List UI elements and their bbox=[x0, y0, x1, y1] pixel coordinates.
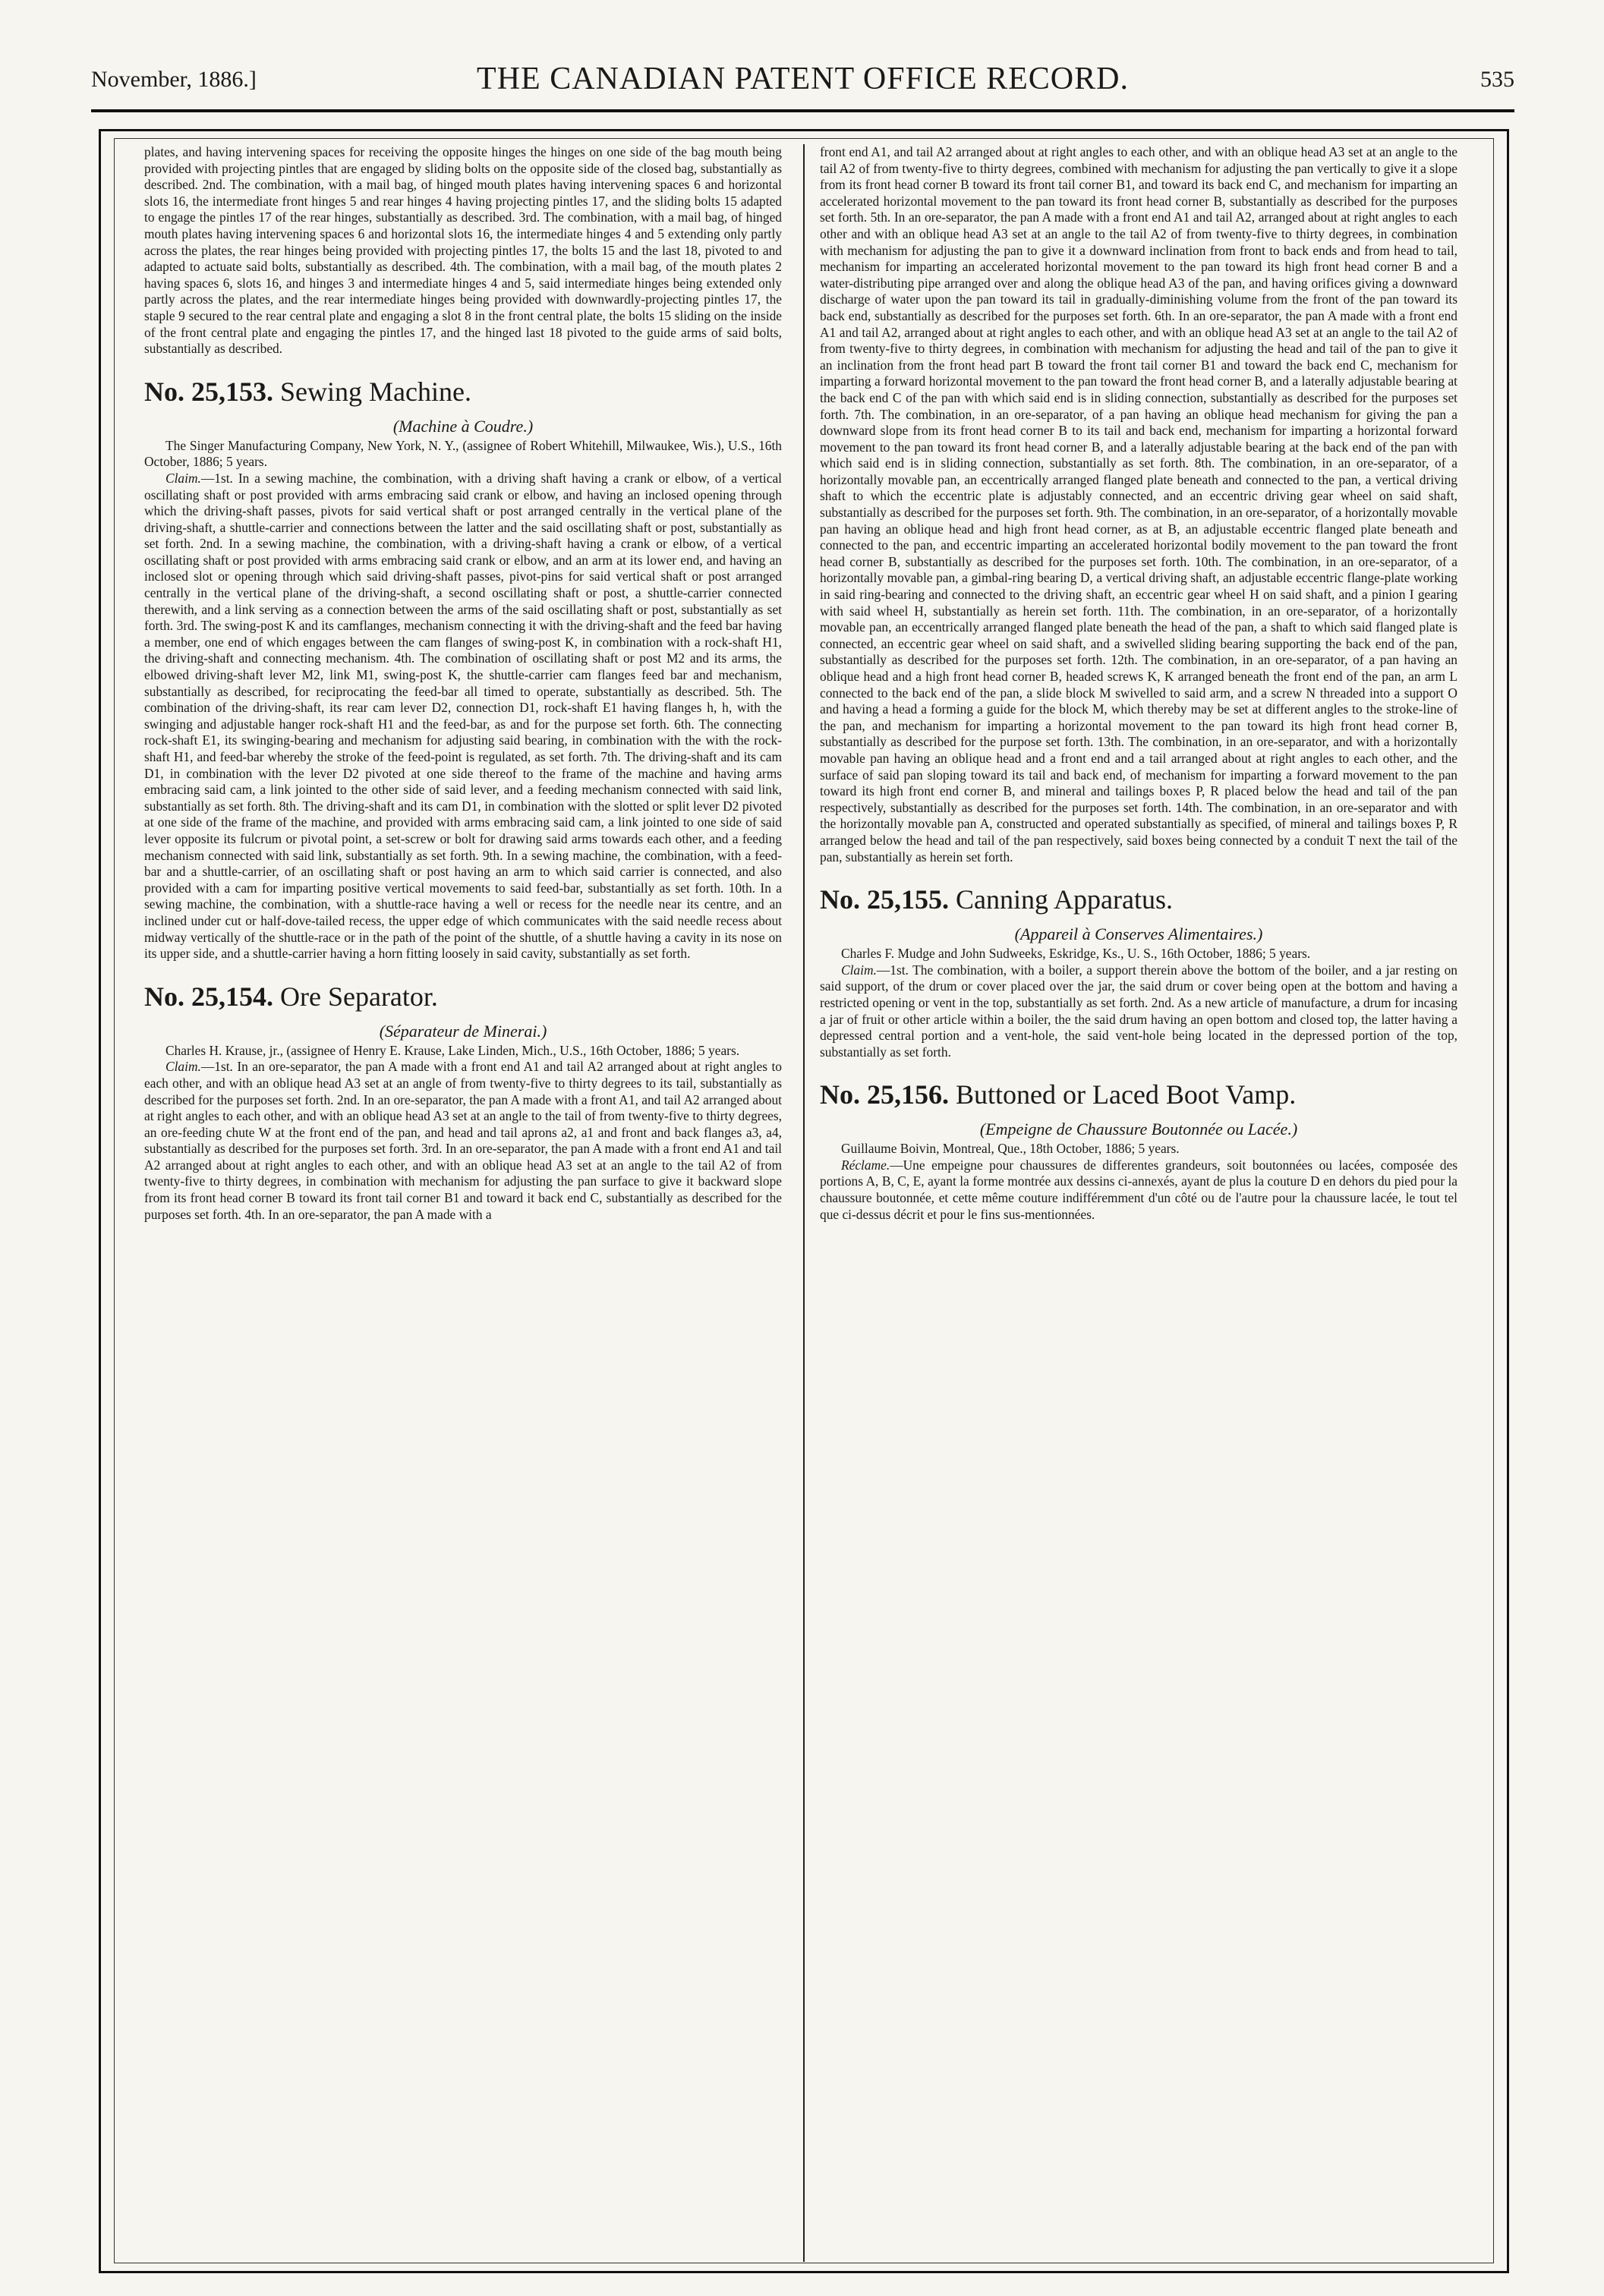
patent-claims bbox=[820, 1157, 1457, 1223]
claim-label: Claim. bbox=[165, 470, 201, 486]
patent-title-text: Sewing Machine. bbox=[280, 376, 471, 407]
patent-entry-25155 bbox=[820, 882, 1457, 1060]
patent-grantee: The Singer Manufacturing Company, New York, N. Y., (assignee of Robert Whitehill, Milwaukee, Wis.), U.S., 16th October, 1886; 5 years. bbox=[144, 437, 782, 470]
patent-heading bbox=[144, 374, 782, 409]
patent-grantee: Guillaume Boivin, Montreal, Que., 18th October, 1886; 5 years. bbox=[841, 1141, 1180, 1157]
patent-claims bbox=[144, 1059, 782, 1223]
patent-title-text: Ore Separator. bbox=[280, 981, 438, 1012]
patent-number: No. 25,155. bbox=[820, 884, 949, 915]
left-column bbox=[144, 144, 782, 1226]
right-column bbox=[820, 144, 1457, 1226]
patent-heading bbox=[820, 1077, 1457, 1112]
patent-number: No. 25,154. bbox=[144, 981, 273, 1012]
patent-claims bbox=[144, 471, 782, 962]
claim-label: Réclame. bbox=[841, 1157, 890, 1173]
patent-claims bbox=[820, 962, 1457, 1061]
column-divider bbox=[803, 144, 805, 2262]
claim-text: —1st. The combination, with a boiler, a support therein above the bottom of the boiler, and a jar resting on said support, of the drum or cover placed over the jar, the said drum or cover being open at the bottom and having a restricted opening or vent in the top, substantially as set forth. 2nd. As a new article of manufacture, a drum for incasing a jar of fruit or other article within a boiler, the the said drum having an open bottom and closed top, the latter having a depressed central portion and a vent-hole, the said vent-hole being located in the depressed portion of the top, substantially as set forth. bbox=[820, 962, 1457, 1060]
continued-claims: plates, and having intervening spaces for receiving the opposite hinges the hinges on one side of the bag mouth being provided with projecting pintles that are engaged by sliding bolts on the opposite side of the closed bag, substantially as described. 2nd. The combination, with a mail bag, of hinged mouth plates having intervening spaces 6 and horizontal slots 16, the intermediate front hinges 5 and rear hinges 4 having projecting pintles 17, and the sliding bolts 15 adapted to engage the pintles 17 of the rear hinges, substantially as described. 3rd. The combination, with a mail bag, of hinged mouth plates having intervening spaces 6 and horizontal slots 16, the intermediate hinges 4 and 5 extending only partly across the plates, the rear hinges being provided with projecting pintles 17, the bolts 15 and the last 18, pivoted to and adapted to actuate said bolts, substantially as described. 4th. The combination, with a mail bag, of the mouth plates 2 having spaces 6, slots 16, and hinges 3 and intermediate hinges 4 and 5, said intermediate hinges being extended only partly across the plates, and the rear intermediate hinges being provided with downwardly-projecting pintles 17, the staple 9 secured to the rear central plate and engaging a slot 8 in the front central plate, the bolts 15 sliding on the inside of the front central plate and engaging the pintles 17, and the hinged last 18 pivoted to the guide arms of said bolts, substantially as described. bbox=[144, 144, 782, 357]
patent-number: No. 25,156. bbox=[820, 1079, 949, 1110]
claim-text: —1st. In a sewing machine, the combination, with a driving shaft having a crank or elbow, of a vertical oscillating shaft or post provided with arms embracing said crank or elbow, and having an inclosed opening through which the driving-shaft passes, pivots for said vertical shaft or post arranged centrally in the vertical plane of the driving-shaft, a shuttle-carrier and connections between the latter and the said oscillating shaft or post, substantially as set forth. 2nd. In a sewing machine, the combination, with a driving-shaft having a crank or elbow, of a vertical oscillating shaft or post provided with arms embracing said crank or elbow, and an arm at its lower end, and having an inclosed slot or opening through which said driving-shaft passes, pivot-pins for said vertical shaft or post arranged centrally in the vertical plane of the driving-shaft, a second oscillating shaft or post, a shuttle-carrier connected therewith, and a link serving as a connection between the arms of the said oscillating shaft or post, substantially as set forth. 3rd. The swing-post K and its camflanges, mechanism connecting it with the driving-shaft and the feed bar having a member, one end of which engages between the cam flanges of swing-post K, in combination with a rock-shaft H1, the driving-shaft and connecting mechanism. 4th. The combination of oscillating shaft or post M2 and its arms, the elbowed driving-shaft lever M2, link M1, swing-post K, the shuttle-carrier cam flanges feed bar and mechanism, substantially as described, for reciprocating the feed-bar all timed to operate, substantially as described. 5th. The combination of the driving-shaft, its rear cam lever D2, connection D1, rock-shaft E1 having flanges h, h, with the swinging and adjustable hanger rock-shaft H1 and the feed-bar, as and for the purpose set forth. 6th. The connecting rock-shaft E1, its swinging-bearing and mechanism for adjusting said bearing, in combination with the with the rock-shaft H1, and feed-bar whereby the stroke of the feed-point is regulated, as set forth. 7th. The driving-shaft and its cam D1, in combination with the lever D2 pivoted at one side thereof to the frame of the machine and having arms embracing said cam, a link jointed to the other side of said lever, and a feeding mechanism connected with said link, substantially as set forth. 8th. The driving-shaft and its cam D1, in combination with the slotted or split lever D2 pivoted at one side of the frame of the machine, and provided with arms embracing said cam, a link jointed to one side of said lever opposite its fulcrum or pivotal point, a set-screw or bolt for drawing said arms towards each other, and a feeding mechanism connected with said link, substantially as set forth. 9th. In a sewing machine, the combination, with a feed-bar and a shuttle-carrier, of an oscillating shaft or post having an arm to which said carrier is connected, and also provided with a cam for imparting positive vertical movements to said feed-bar, substantially as set forth. 10th. In a sewing machine, the combination, with a shuttle-race having a well or recess for the needle near its centre, and an inclined under cut or half-dove-tailed recess, the upper edge of which communicates with the said needle recess about midway vertically of the shuttle-race or in the path of the point of the shuttle, of a shuttle having a cavity in its nose on its upper side, and a shuttle-carrier having a horn fitting loosely in said cavity, substantially as set forth. bbox=[144, 470, 782, 962]
patent-title-text: Buttoned or Laced Boot Vamp. bbox=[956, 1079, 1297, 1110]
claim-label: Claim. bbox=[165, 1059, 201, 1075]
patent-subtitle: (Appareil à Conserves Alimentaires.) bbox=[1014, 924, 1263, 944]
patent-heading bbox=[820, 882, 1457, 917]
patent-heading bbox=[144, 979, 782, 1014]
patent-number: No. 25,153. bbox=[144, 376, 273, 407]
continued-claims: front end A1, and tail A2 arranged about at right angles to each other, and with an oblique head A3 set at an angle to the tail A2 of from twenty-five to thirty degrees, combined with mechanism for adjusting the pan vertically to give it a slope from its front head corner B toward its front tail corner B1, and toward its back end C, and mechanism for imparting an accelerated horizontal movement to the pan toward its front head corner B, substantially as described for the purposes set forth. 5th. In an ore-separator, the pan A made with a front end A1 and tail A2, arranged about at right angles to each other and with an oblique head A3 set at an angle to the tail A2 of from twenty-five to thirty degrees, in combination with mechanism for adjusting the pan to give it a downward inclination from front to back ends and from head to tail, mechanism for imparting an accelerated horizontal movement to the pan toward its high front head corner B and a water-distributing pipe arranged over and along the oblique head A3 of the pan, and having orifices giving a downward discharge of water upon the pan toward its tail in gradually-diminishing volume from the front of the pan toward its back end, substantially as described for the purposes set forth. 6th. In an ore-separator, the pan A made with a front end A1 and tail A2, arranged about at right angles to each other, and with an oblique head A3 set at an angle to the tail A2 of from twenty-five to thirty degrees, in combination with mechanism for adjusting the head and tail of the pan to give it an inclination from the front head part B toward the front tail corner B1 and toward the back end C, mechanism for imparting a forward horizontal movement to the pan toward the front head corner B, and a laterally adjustable bearing at the back end C of the pan with which said end is in sliding connection, substantially as described for the purposes set forth. 7th. The combination, in an ore-separator, of a pan having an oblique head mechanism for giving the pan a downward slope from its front head corner B to its tail and back end, mechanism for imparting a horizontal forward movement to the pan toward its front head corner B, and a laterally adjustable bearing at the back end of the pan with which said end is in sliding connection, substantially as set forth. 8th. The combination, in an ore-separator, of a horizontally movable pan, an eccentrically arranged flanged plate beneath and connected to the pan, a vertical driving shaft to which the eccentric plate is adjustably connected, and an eccentric driving gear wheel on said shaft, substantially as described for the purposes set forth. 9th. The combination, in an ore-separator, of a horizontally movable pan having an oblique head and high front head corner, as at B, an adjustable eccentric flanged plate beneath and connected to the pan, and eccentric imparting an accelerated horizontal bodily movement to the pan toward the front head corner B, substantially as described for the purposes set forth. 10th. The combination, in an ore-separator, of a horizontally movable pan, a gimbal-ring bearing D, a vertical driving shaft, an adjustable eccentric flange-plate working in said ring-bearing and connected to the driving shaft, an eccentric gear wheel H on said shaft, and a pinion I gearing with said wheel H, substantially as herein set forth. 11th. The combination, in an ore-separator, of a horizontally movable pan, an eccentrically arranged flanged plate beneath the head of the pan, a shaft to which said flanged plate is connected, an eccentric gear wheel on said shaft, and a swivelled sliding bearing supporting the back end of the pan, substantially as described for the purposes set forth. 12th. The combination, in an ore-separator, of a pan having an oblique head and a high front head corner B, headed screws K, K arranged beneath the front end of the pan, an arm L connected to the back end of the pan, a slide block M swivelled to said arm, and a screw N threaded into a support O and having a head a forming a guide for the block M, which thereby may be set at different angles to the stroke-line of the pan, and mechanism for imparting a horizontal movement to the pan toward its high front head corner B, substantially as described for the purpose set forth. 13th. The combination, in an ore-separator, and with a horizontally movable pan having an oblique head and a front end and a tail arranged about at right angles to each other, and the surface of said pan sloping toward its tail and back end, of mechanism for imparting a forward movement to the pan toward its high front end corner B, and mineral and tailings boxes P, R placed below the head and tail of the pan respectively, substantially as described for the purposes set forth. 14th. The combination, in an ore-separator and with the horizontally movable pan A, constructed and operated substantially as specified, of mineral and tailings boxes P, R arranged below the head and tail of the pan respectively, said boxes being connected by a conduit T next the tail of the pan, substantially as herein set forth. bbox=[820, 144, 1457, 865]
claim-text: —Une empeigne pour chaussures de differentes grandeurs, soit boutonnées ou lacées, composée des portions A, B, C, E, ayant la forme montrée aux dessins ci-annexés, ayant de plus la couture D en dehors du pied pour la chaussure boutonnée, et cette même couture indifféremment d'un côté ou de l'autre pour la chaussure lacée, le tout tel que ci-dessus décrit et pour le fins sus-mentionnées. bbox=[820, 1157, 1457, 1222]
claim-text: —1st. In an ore-separator, the pan A made with a front end A1 and tail A2 arranged about at right angles to each other, and with an oblique head A3 set at an angle of from twenty-five to thirty degrees to its tail, substantially as described for the purposes set forth. 2nd. In an ore-separator, the pan A made with a front A1, and tail A2 arranged about at right angles to each other, and with an oblique head A3 set at an angle to the tail of from twenty-five to thirty degrees, an ore-feeding chute W at the front end of the pan, and head and tail aprons a2, a1 and front and back flanges a3, a4, substantially as described for the purposes set forth. 3rd. In an ore-separator, the pan A made with a front end A1 and tail A2 arranged about at right angles to each other, and with an oblique head A3 set at an angle to the tail A2 of from twenty-five to thirty degrees, in combination with mechanism for adjusting the pan surface to give it backward slope from its front head corner B toward its front tail corner B1 and toward it back end C, substantially as described for the purposes set forth. 4th. In an ore-separator, the pan A made with a bbox=[144, 1059, 782, 1222]
publication-title: THE CANADIAN PATENT OFFICE RECORD. bbox=[477, 61, 1129, 96]
patent-subtitle: (Machine à Coudre.) bbox=[392, 416, 534, 436]
issue-date: November, 1886.] bbox=[91, 67, 257, 92]
patent-subtitle: (Séparateur de Minerai.) bbox=[379, 1021, 547, 1041]
patent-grantee: Charles H. Krause, jr., (assignee of Henry E. Krause, Lake Linden, Mich., U.S., 16th October, 1886; 5 years. bbox=[165, 1042, 740, 1058]
patent-subtitle: (Empeigne de Chaussure Boutonnée ou Lacée.) bbox=[979, 1120, 1298, 1139]
patent-grantee: Charles F. Mudge and John Sudweeks, Eskridge, Ks., U. S., 16th October, 1886; 5 years. bbox=[841, 946, 1311, 962]
page-header bbox=[91, 61, 1514, 106]
page-number: 535 bbox=[1480, 67, 1514, 92]
header-rule bbox=[91, 109, 1514, 112]
patent-entry-25153 bbox=[144, 374, 782, 962]
patent-entry-25154 bbox=[144, 979, 782, 1224]
patent-title-text: Canning Apparatus. bbox=[956, 884, 1173, 915]
patent-entry-25156 bbox=[820, 1077, 1457, 1223]
claim-label: Claim. bbox=[841, 962, 877, 978]
